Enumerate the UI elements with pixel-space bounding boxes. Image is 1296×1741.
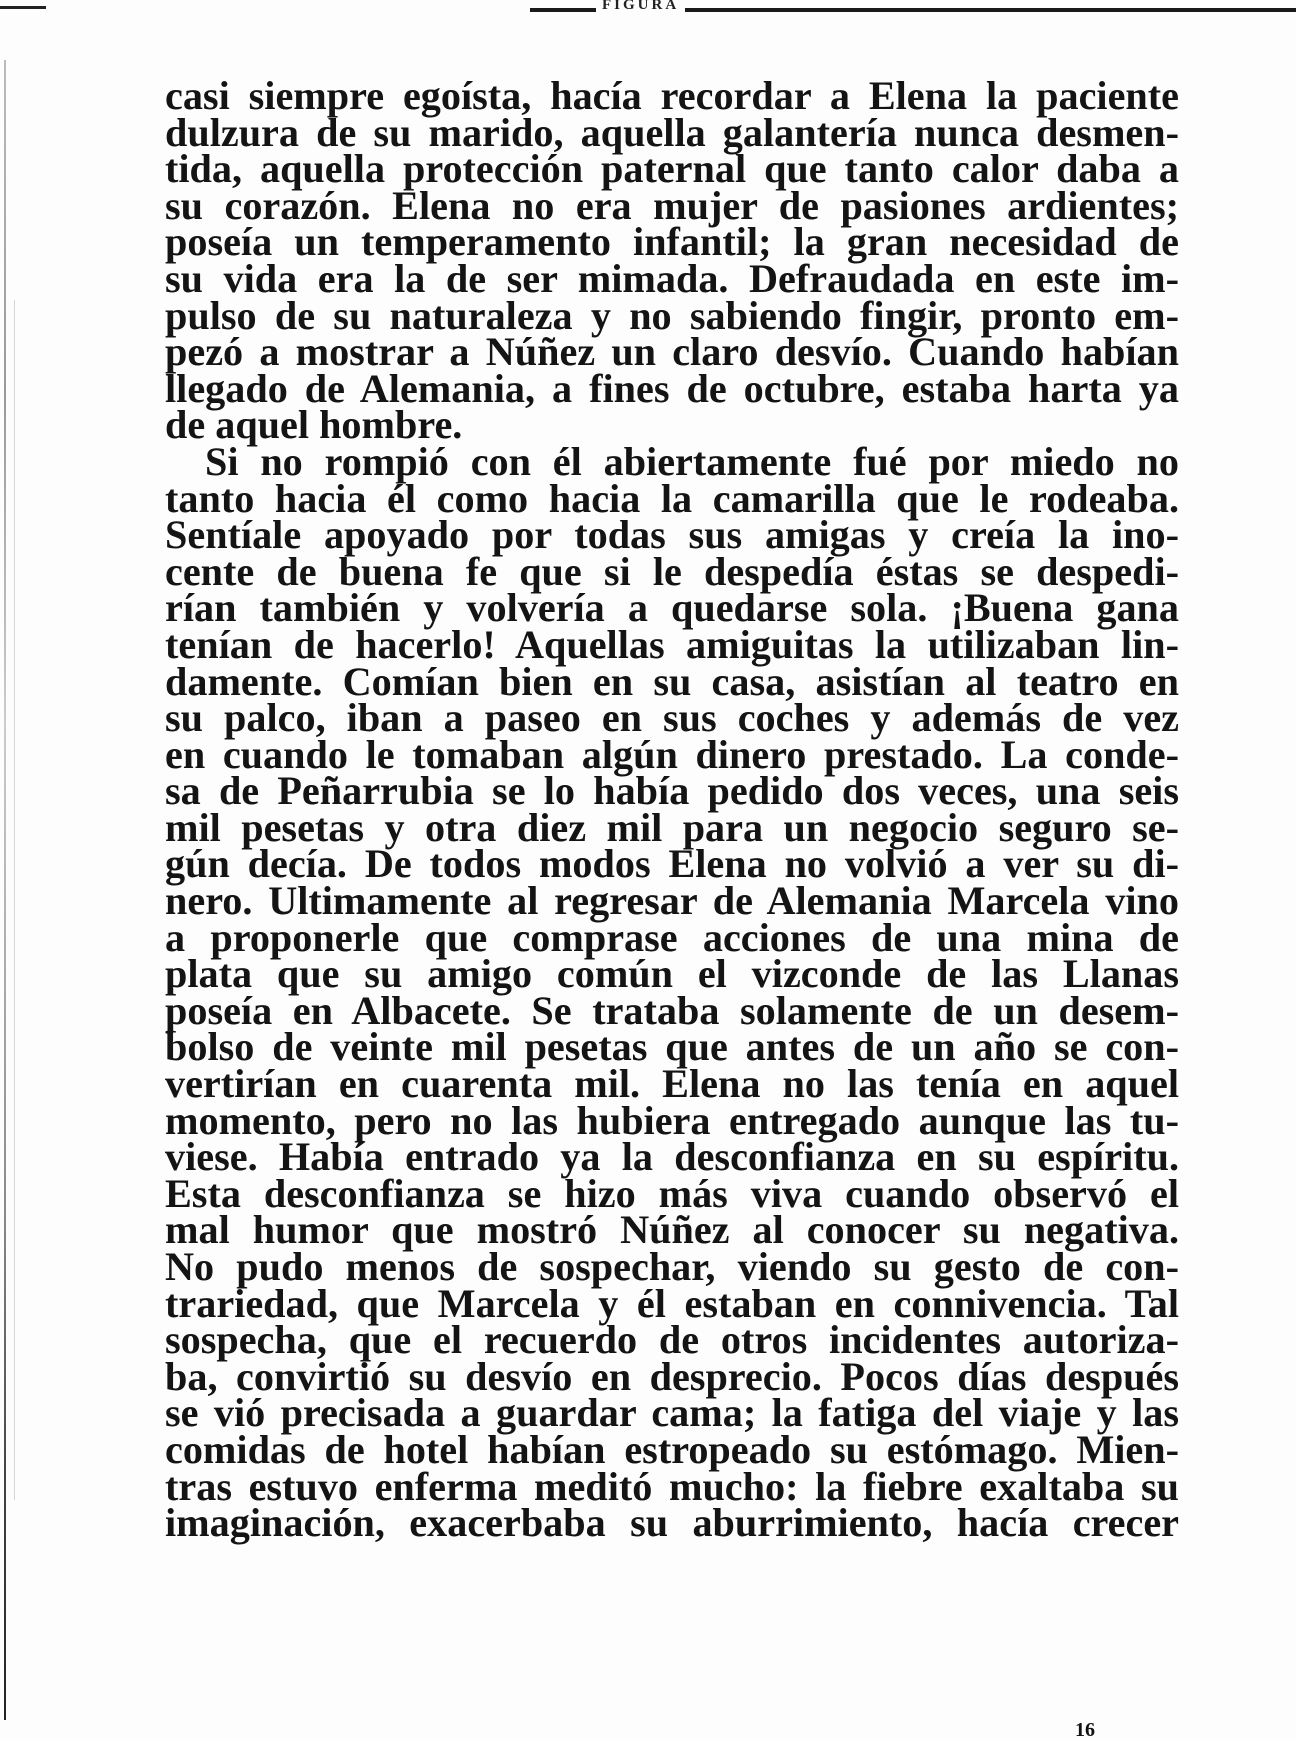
text-line: pulso de su naturaleza y no sabiendo fingir, pronto em- [165,292,1179,338]
text-line: imaginación, exacerbaba su aburrimiento, hacía crecer [165,1500,1179,1546]
header-rule-left [0,6,46,9]
text-line: en cuando le tomaban algún dinero prestado. La conde- [165,731,1179,777]
text-line: su palco, iban a paseo en sus coches y además de vez [165,695,1179,741]
text-line: de aquel hombre. [165,402,463,448]
text-line: vertirían en cuarenta mil. Elena no las tenía en aquel [165,1061,1179,1107]
page-number: 16 [1075,1719,1095,1741]
text-line: su vida era la de ser mimada. Defraudada en este im- [165,255,1179,301]
text-line: Sentíale apoyado por todas sus amigas y creía la ino- [165,512,1179,558]
text-line: ba, convirtió su desvío en desprecio. Pocos días después [165,1353,1179,1399]
text-line: tanto hacia él como hacia la camarilla que le rodeaba. [165,475,1179,521]
text-line: su corazón. Elena no era mujer de pasiones ardientes; [165,182,1179,228]
text-line: Esta desconfianza se hizo más viva cuando observó el [165,1170,1179,1216]
text-line: poseía en Albacete. Se trataba solamente de un desem- [165,987,1179,1033]
text-line: momento, pero no las hubiera entregado aunque las tu- [165,1097,1179,1143]
text-line: tenían de hacerlo! Aquellas amiguitas la utilizaban lin- [165,621,1179,667]
text-line: a proponerle que comprase acciones de una mina de [165,914,1179,960]
text-line: dulzura de su marido, aquella galantería nunca desmen- [165,109,1179,155]
binding-edge [4,60,6,1720]
text-line: sa de Peñarrubia se lo había pedido dos veces, una seis [165,768,1179,814]
text-line: se vió precisada a guardar cama; la fatiga del viaje y las [165,1390,1179,1436]
text-line: rían también y volvería a quedarse sola. ¡Buena gana [165,585,1179,631]
text-line: tida, aquella protección paternal que tanto calor daba a [165,146,1179,192]
text-line: No pudo menos de sospechar, viendo su gesto de con- [165,1244,1179,1289]
running-head: FIGURA [596,0,685,12]
text-line: tras estuvo enferma meditó mucho: la fiebre exaltaba su [165,1463,1179,1509]
text-line: gún decía. De todos modos Elena no volvió a ver su di- [165,841,1179,887]
text-line: Si no rompió con él abiertamente fué por miedo no [205,438,1179,484]
text-line: viese. Había entrado ya la desconfianza en su espíritu. [165,1134,1179,1180]
text-line: cente de buena fe que si le despedía éstas se despedi- [165,548,1179,594]
text-line: llegado de Alemania, a fines de octubre, estaba harta ya [165,365,1179,411]
text-line: bolso de veinte mil pesetas que antes de un año se con- [165,1024,1179,1070]
text-line: casi siempre egoísta, hacía recordar a Elena la paciente [165,73,1179,118]
text-line: mil pesetas y otra diez mil para un negocio seguro se- [165,804,1179,850]
text-line: poseía un temperamento infantil; la gran necesidad de [165,219,1179,265]
text-line: nero. Ultimamente al regresar de Alemania Marcela vino [165,878,1179,924]
text-line: sospecha, que el recuerdo de otros incidentes autoriza- [165,1317,1179,1363]
text-line: mal humor que mostró Núñez al conocer su negativa. [165,1207,1179,1253]
binding-shadow [14,300,15,1500]
text-line: plata que su amigo común el vizconde de las Llanas [165,951,1179,997]
text-line: trariedad, que Marcela y él estaban en connivencia. Tal [165,1280,1179,1326]
text-line: pezó a mostrar a Núñez un claro desvío. Cuando habían [165,329,1179,375]
body-text [165,73,1179,1546]
text-line: damente. Comían bien en su casa, asistían al teatro en [165,658,1179,704]
text-line: comidas de hotel habían estropeado su estómago. Mien- [165,1426,1179,1472]
